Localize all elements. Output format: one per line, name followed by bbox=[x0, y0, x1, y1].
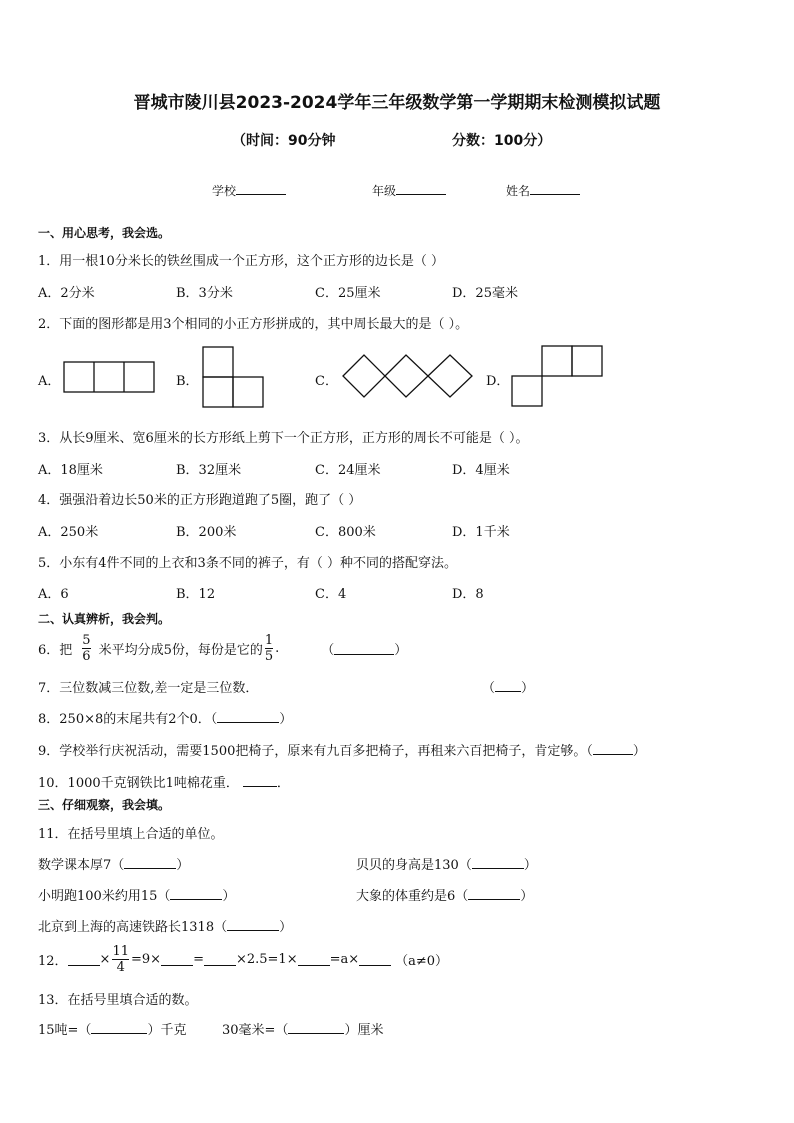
school-label: 学校 bbox=[212, 184, 237, 198]
q11-item-5-blank[interactable] bbox=[227, 918, 279, 931]
q7-answer bbox=[482, 677, 534, 696]
q2-option-b[interactable]: B． bbox=[176, 374, 199, 389]
q2-figure-a bbox=[63, 360, 158, 394]
q13-item-1-prefix: 15吨=（ bbox=[38, 1023, 92, 1038]
q3-option-d[interactable]: D．4厘米 bbox=[452, 463, 510, 478]
q9-paren-close: ） bbox=[632, 744, 646, 759]
q5-option-a[interactable]: A．6 bbox=[38, 587, 69, 602]
grade-field bbox=[372, 182, 446, 199]
q8-line bbox=[38, 708, 292, 727]
q4-stem: 4．强强沿着边长50米的正方形跑道跑了5圈，跑了（ ） bbox=[38, 493, 362, 508]
q6-fraction-2-denominator: 5 bbox=[264, 648, 274, 664]
q2-option-c[interactable]: C． bbox=[315, 374, 338, 389]
q12-blank-5[interactable] bbox=[359, 953, 391, 966]
q5-option-b[interactable]: B．12 bbox=[176, 587, 216, 602]
q7-stem: 7．三位数减三位数,差一定是三位数． bbox=[38, 681, 259, 696]
q6-prefix: 6．把 bbox=[38, 642, 73, 658]
q6-fraction-1-denominator: 6 bbox=[82, 648, 91, 664]
q12-blank-1[interactable] bbox=[68, 953, 100, 966]
q1-stem: 1．用一根10分米长的铁丝围成一个正方形，这个正方形的边长是（ ） bbox=[38, 254, 444, 269]
q6-middle: 米平均分成5份，每份是它的 bbox=[98, 642, 263, 658]
section-3-heading: 三、仔细观察，我会填。 bbox=[38, 798, 171, 812]
q10-line bbox=[38, 772, 290, 791]
name-field bbox=[506, 182, 580, 199]
q3-option-a[interactable]: A．18厘米 bbox=[38, 463, 103, 478]
q13-item-2-unit: ）厘米 bbox=[344, 1023, 384, 1038]
q3-option-c[interactable]: C．24厘米 bbox=[315, 463, 381, 478]
q11-item-2 bbox=[356, 854, 537, 873]
q11-item-3-close: ） bbox=[222, 889, 236, 904]
q6-answer-blank[interactable] bbox=[334, 642, 394, 655]
q1-option-d[interactable]: D．25毫米 bbox=[452, 286, 518, 301]
q8-answer-blank[interactable] bbox=[217, 710, 279, 723]
q12-prefix: 12． bbox=[38, 953, 68, 969]
q11-item-4-close: ） bbox=[520, 889, 534, 904]
q6-fraction-1 bbox=[82, 633, 90, 664]
q13-item-2 bbox=[222, 1019, 383, 1038]
q6-paren-close: ） bbox=[394, 642, 408, 658]
q6-fraction-1-numerator: 5 bbox=[82, 632, 91, 648]
exam-score: 分数：100分） bbox=[452, 133, 552, 149]
q12-fraction bbox=[112, 944, 129, 975]
q11-item-5-text: 北京到上海的高速铁路长1318（ bbox=[38, 920, 228, 935]
school-field bbox=[212, 182, 286, 199]
q9-answer-blank[interactable] bbox=[593, 742, 633, 755]
q11-item-4-blank[interactable] bbox=[468, 887, 520, 900]
q8-stem: 8．250×8的末尾共有2个0．（ bbox=[38, 712, 218, 727]
q4-option-c[interactable]: C．800米 bbox=[315, 525, 376, 540]
q6-fraction-2-numerator: 1 bbox=[264, 632, 274, 648]
q13-item-1-blank[interactable] bbox=[91, 1021, 147, 1034]
q11-item-4-text: 大象的体重约是6（ bbox=[356, 889, 469, 904]
q11-item-3 bbox=[38, 885, 235, 904]
q12-line bbox=[38, 938, 448, 980]
q11-item-1-close: ） bbox=[176, 858, 190, 873]
q11-item-3-blank[interactable] bbox=[170, 887, 222, 900]
q11-item-1 bbox=[38, 854, 189, 873]
q1-option-c[interactable]: C．25厘米 bbox=[315, 286, 381, 301]
q9-stem: 9．学校举行庆祝活动，需要1500把椅子，原来有九百多把椅子，再租来六百把椅子，肯定够。（ bbox=[38, 744, 593, 759]
q13-stem: 13．在括号里填合适的数。 bbox=[38, 993, 198, 1008]
q13-item-1 bbox=[38, 1019, 186, 1038]
exam-title: 晋城市陵川县2023-2024学年三年级数学第一学期期末检测模拟试题 bbox=[133, 93, 661, 113]
q12-times: × bbox=[99, 951, 111, 967]
q5-option-c[interactable]: C．4 bbox=[315, 587, 347, 602]
q11-item-4 bbox=[356, 885, 533, 904]
q6-fraction-2 bbox=[265, 633, 273, 664]
q2-figure-b bbox=[202, 346, 268, 410]
q5-option-d[interactable]: D．8 bbox=[452, 587, 484, 602]
q11-item-2-text: 贝贝的身高是130（ bbox=[356, 858, 472, 873]
q2-figure-c bbox=[342, 353, 476, 401]
school-blank[interactable] bbox=[236, 182, 286, 195]
q6-line bbox=[38, 627, 407, 669]
q10-stem: 10．1000千克钢铁比1吨棉花重． bbox=[38, 776, 239, 791]
q12-blank-2[interactable] bbox=[161, 953, 193, 966]
q12-blank-3[interactable] bbox=[204, 953, 236, 966]
grade-label: 年级 bbox=[372, 184, 397, 198]
exam-time: （时间：90分钟 bbox=[232, 133, 336, 149]
q4-option-a[interactable]: A．250米 bbox=[38, 525, 99, 540]
q4-option-d[interactable]: D．1千米 bbox=[452, 525, 510, 540]
q12-eq1: =9× bbox=[131, 951, 162, 967]
section-2-heading: 二、认真辨析，我会判。 bbox=[38, 612, 171, 626]
q8-paren-close: ） bbox=[279, 712, 293, 727]
q12-condition: （a≠0） bbox=[395, 953, 449, 969]
q11-item-2-close: ） bbox=[523, 858, 537, 873]
grade-blank[interactable] bbox=[396, 182, 446, 195]
q11-item-3-text: 小明跑100米约用15（ bbox=[38, 889, 171, 904]
q4-option-b[interactable]: B．200米 bbox=[176, 525, 237, 540]
section-1-heading: 一、用心思考，我会选。 bbox=[38, 226, 171, 240]
q13-item-2-blank[interactable] bbox=[288, 1021, 344, 1034]
q7-paren-close: ） bbox=[521, 681, 535, 696]
name-blank[interactable] bbox=[530, 182, 580, 195]
q9-line bbox=[38, 740, 646, 759]
q11-item-1-text: 数学课本厚7（ bbox=[38, 858, 125, 873]
q5-stem: 5．小东有4件不同的上衣和3条不同的裤子，有（ ）种不同的搭配穿法。 bbox=[38, 556, 457, 571]
q11-item-2-blank[interactable] bbox=[472, 856, 524, 869]
q2-option-d[interactable]: D． bbox=[486, 374, 510, 389]
q2-stem: 2．下面的图形都是用3个相同的小正方形拼成的，其中周长最大的是（ ）。 bbox=[38, 317, 469, 332]
q2-figure-d bbox=[511, 345, 607, 409]
q10-end: ． bbox=[276, 776, 290, 791]
q11-item-5 bbox=[38, 916, 292, 935]
q12-eq4: =a× bbox=[329, 951, 360, 967]
q2-option-a[interactable]: A． bbox=[38, 374, 61, 389]
q12-eq3: ×2.5=1× bbox=[235, 951, 298, 967]
q3-option-b[interactable]: B．32厘米 bbox=[176, 463, 242, 478]
q3-stem: 3．从长9厘米、宽6厘米的长方形纸上剪下一个正方形，正方形的周长不可能是（ ）。 bbox=[38, 431, 529, 446]
q1-option-a[interactable]: A．2分米 bbox=[38, 286, 95, 301]
q13-item-1-unit: ）千克 bbox=[147, 1023, 187, 1038]
q6-end: . bbox=[275, 640, 280, 656]
q12-fraction-denominator: 4 bbox=[116, 959, 125, 975]
q7-answer-blank[interactable] bbox=[495, 679, 521, 692]
q12-eq2: = bbox=[193, 951, 204, 967]
q11-stem: 11．在括号里填上合适的单位。 bbox=[38, 827, 224, 842]
q11-item-5-close: ） bbox=[279, 920, 293, 935]
q11-item-1-blank[interactable] bbox=[124, 856, 176, 869]
q12-blank-4[interactable] bbox=[298, 953, 330, 966]
q13-item-2-prefix: 30毫米=（ bbox=[222, 1023, 289, 1038]
q1-option-b[interactable]: B．3分米 bbox=[176, 286, 233, 301]
q6-paren-open: （ bbox=[321, 642, 335, 658]
q12-fraction-numerator: 11 bbox=[112, 943, 129, 959]
q7-paren-open: （ bbox=[482, 681, 496, 696]
q10-answer-blank[interactable] bbox=[243, 774, 277, 787]
name-label: 姓名 bbox=[506, 184, 531, 198]
